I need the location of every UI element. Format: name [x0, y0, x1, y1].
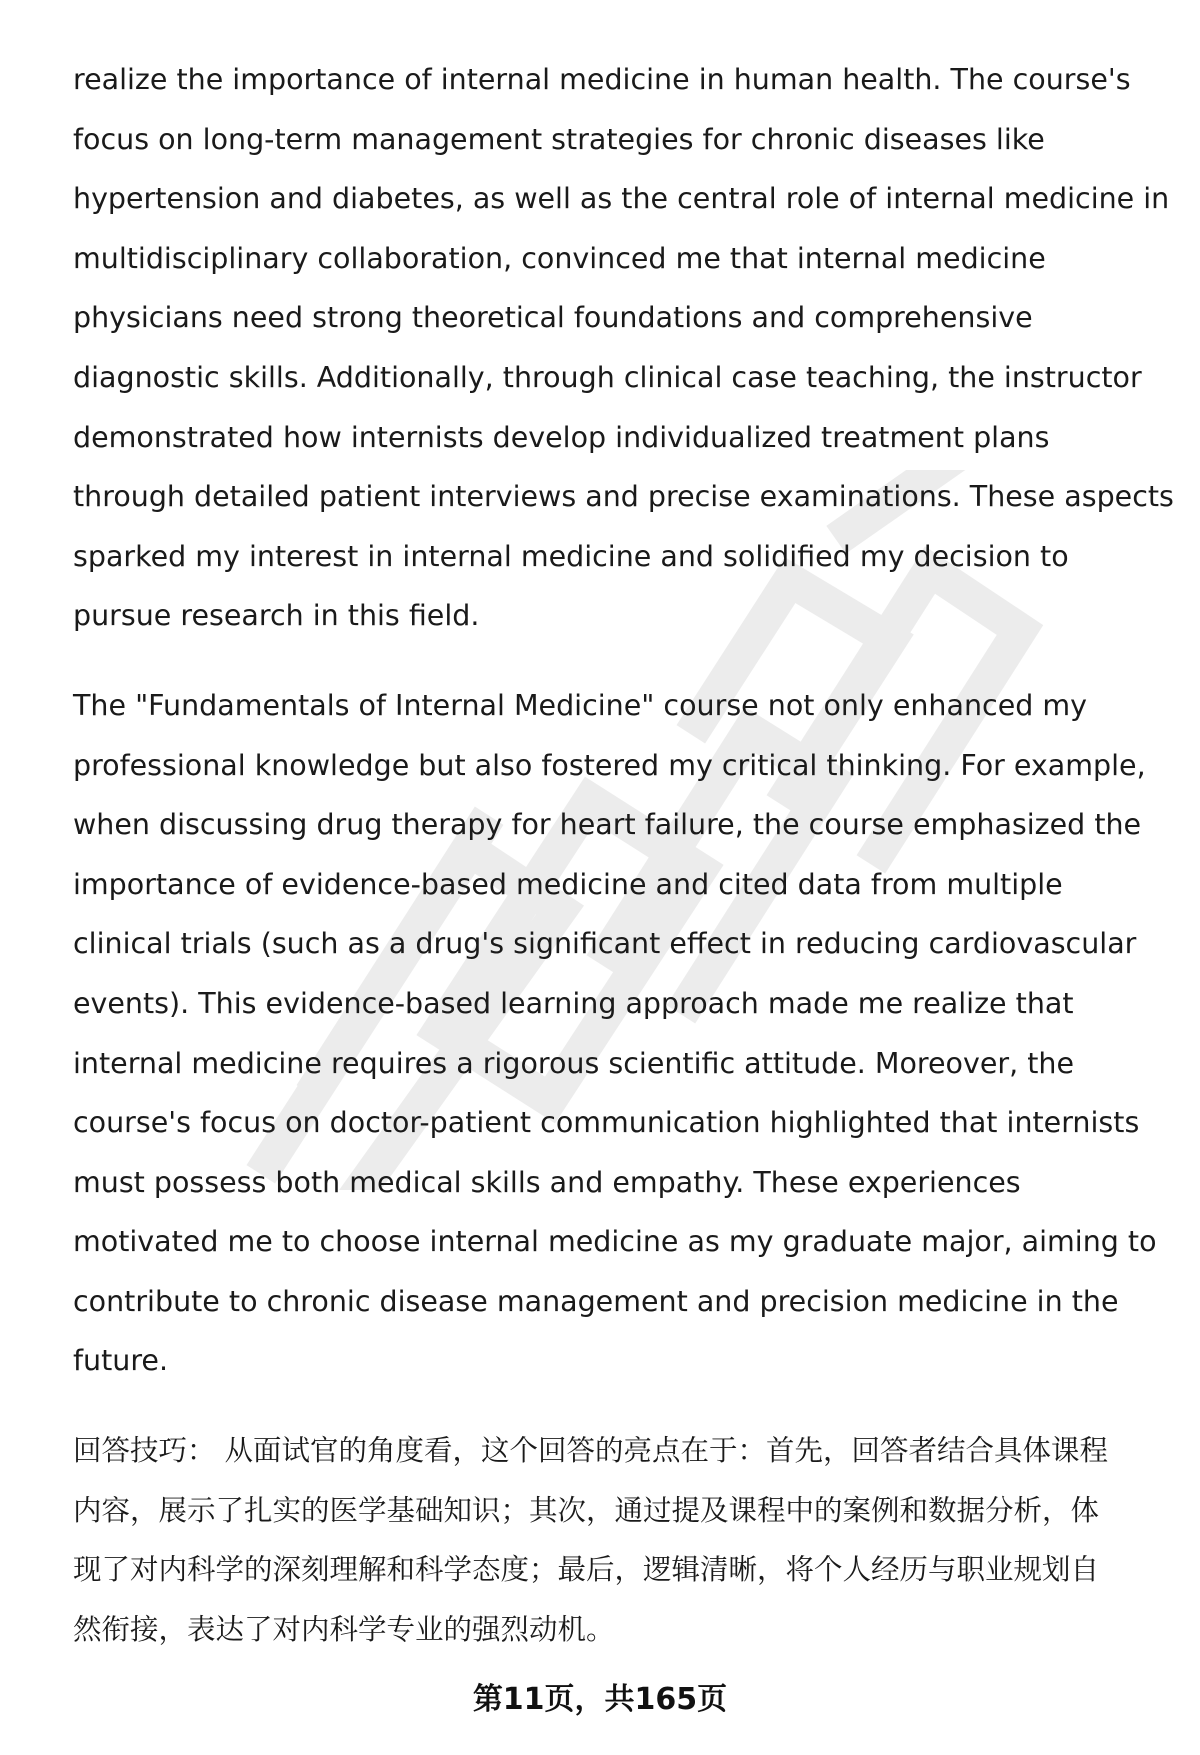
text-line: course's focus on doctor-patient communication highlighted that internists: [73, 1106, 1140, 1140]
tips-line: 内容，展示了扎实的医学基础知识；其次，通过提及课程中的案例和数据分析，体: [73, 1493, 1100, 1527]
text-line: multidisciplinary collaboration, convinced me that internal medicine: [73, 241, 1046, 275]
text-line: contribute to chronic disease management and precision medicine in the: [73, 1284, 1119, 1318]
text-line: must possess both medical skills and empathy. These experiences: [73, 1165, 1021, 1199]
text-line: clinical trials (such as a drug's significant effect in reducing cardiovascular: [73, 927, 1137, 961]
text-line: future.: [73, 1344, 169, 1378]
text-line: pursue research in this field.: [73, 599, 480, 633]
tips-line: 然衔接，表达了对内科学专业的强烈动机。: [73, 1612, 615, 1646]
tips-line: 现了对内科学的深刻理解和科学态度；最后，逻辑清晰，将个人经历与职业规划自: [73, 1553, 1100, 1587]
document-body: [73, 50, 1173, 1659]
text-line: sparked my interest in internal medicine and solidified my decision to: [73, 539, 1069, 573]
text-line: internal medicine requires a rigorous scientific attitude. Moreover, the: [73, 1046, 1074, 1080]
text-line: focus on long-term management strategies for chronic diseases like: [73, 122, 1045, 156]
text-line: when discussing drug therapy for heart failure, the course emphasized the: [73, 808, 1142, 842]
answer-tips: [73, 1421, 1173, 1659]
text-line: events). This evidence-based learning approach made me realize that: [73, 986, 1074, 1020]
paragraph-1: [73, 50, 1173, 646]
page-number: 第11页，共165页: [472, 1682, 728, 1717]
tips-line: 回答技巧： 从面试官的角度看，这个回答的亮点在于：首先，回答者结合具体课程: [73, 1434, 1109, 1468]
text-line: demonstrated how internists develop individualized treatment plans: [73, 420, 1050, 454]
text-line: The "Fundamentals of Internal Medicine" course not only enhanced my: [73, 688, 1088, 722]
text-line: physicians need strong theoretical foundations and comprehensive: [73, 301, 1033, 335]
paragraph-2: [73, 676, 1173, 1391]
text-line: hypertension and diabetes, as well as the central role of internal medicine in: [73, 182, 1170, 216]
text-line: motivated me to choose internal medicine as my graduate major, aiming to: [73, 1225, 1157, 1259]
text-line: professional knowledge but also fostered my critical thinking. For example,: [73, 748, 1146, 782]
text-line: realize the importance of internal medicine in human health. The course's: [73, 63, 1131, 96]
text-line: diagnostic skills. Additionally, through clinical case teaching, the instructor: [73, 360, 1142, 394]
text-line: through detailed patient interviews and precise examinations. These aspects: [73, 480, 1174, 514]
text-line: importance of evidence-based medicine and cited data from multiple: [73, 867, 1063, 901]
